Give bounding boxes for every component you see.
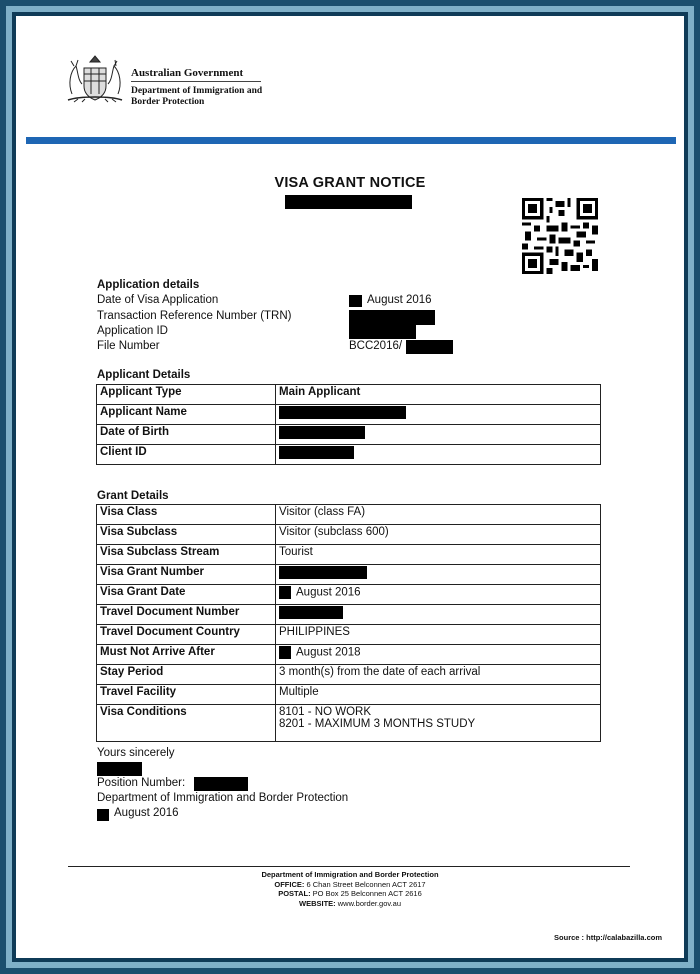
department-name: Department of Immigration and Border Protection: [131, 86, 263, 107]
footer-website-label: WEBSITE:: [299, 898, 336, 908]
row-label: Visa Grant Date: [97, 585, 276, 605]
row-label: Travel Facility: [97, 685, 276, 705]
source-credit: Source : http://calabazilla.com: [554, 933, 662, 942]
row-label: Applicant Type: [97, 385, 276, 405]
file-number-label: File Number: [97, 340, 160, 352]
row-value: Tourist: [276, 545, 601, 565]
row-value: Main Applicant: [276, 385, 601, 405]
application-id-label: Application ID: [97, 325, 168, 337]
row-value: [276, 585, 601, 605]
redaction: [279, 586, 291, 599]
table-row: [97, 585, 601, 605]
table-row: [97, 625, 601, 645]
file-number-value: BCC2016/: [349, 340, 403, 352]
grant-date-value: August 2016: [296, 586, 361, 599]
condition-2: 8201 - MAXIMUM 3 MONTHS STUDY: [279, 718, 476, 730]
grant-details-heading: Grant Details: [97, 490, 169, 502]
redaction: [349, 310, 435, 325]
header-blue-bar: [26, 137, 676, 144]
salutation: Yours sincerely: [97, 747, 175, 759]
coat-of-arms-icon: [64, 54, 126, 106]
row-label: Client ID: [97, 445, 276, 465]
row-label: Travel Document Number: [97, 605, 276, 625]
redaction: [406, 340, 453, 354]
row-label: Visa Grant Number: [97, 565, 276, 585]
document-page: [16, 16, 684, 958]
header-divider: [131, 81, 261, 82]
row-value: [276, 405, 601, 425]
row-label: Visa Conditions: [97, 705, 276, 742]
row-value: [276, 705, 601, 742]
applicant-details-heading: Applicant Details: [97, 369, 191, 381]
footer-office: [16, 880, 684, 890]
table-row: [97, 665, 601, 685]
row-value: PHILIPPINES: [276, 625, 601, 645]
signature-redaction: [97, 762, 142, 776]
redaction: [279, 446, 354, 459]
footer-website: [16, 899, 684, 909]
row-value: Visitor (subclass 600): [276, 525, 601, 545]
row-label: Date of Birth: [97, 425, 276, 445]
position-number-label: Position Number:: [97, 777, 186, 789]
table-row: [97, 505, 601, 525]
row-value: [276, 645, 601, 665]
table-row: [97, 545, 601, 565]
row-label: Travel Document Country: [97, 625, 276, 645]
footer-postal: [16, 889, 684, 899]
applicant-details-table: [96, 384, 601, 465]
row-label: Must Not Arrive After: [97, 645, 276, 665]
qr-code-icon: [522, 198, 598, 274]
redaction: [97, 809, 109, 821]
redaction: [279, 606, 343, 619]
footer-office-value: 6 Chan Street Belconnen ACT 2617: [306, 879, 426, 889]
date-of-application-value: August 2016: [367, 294, 432, 306]
closing-date: August 2016: [114, 807, 179, 819]
application-details-heading: Application details: [97, 279, 200, 291]
trn-label: Transaction Reference Number (TRN): [97, 310, 292, 322]
closing-department: Department of Immigration and Border Protection: [97, 792, 349, 804]
row-label: Stay Period: [97, 665, 276, 685]
table-row: [97, 645, 601, 665]
table-row: [97, 605, 601, 625]
redaction: [279, 646, 291, 659]
date-of-application-label: Date of Visa Application: [97, 294, 219, 306]
condition-1: 8101 - NO WORK: [279, 706, 372, 718]
gov-name: Australian Government: [131, 67, 244, 79]
footer: [16, 870, 684, 908]
row-value: Multiple: [276, 685, 601, 705]
footer-postal-value: PO Box 25 Belconnen ACT 2616: [312, 889, 422, 898]
row-value: 3 month(s) from the date of each arrival: [276, 665, 601, 685]
table-row: [97, 685, 601, 705]
redaction: [349, 325, 416, 339]
redaction: [279, 566, 367, 579]
redaction: [285, 195, 412, 209]
row-label: Visa Subclass Stream: [97, 545, 276, 565]
row-value: [276, 605, 601, 625]
redaction: [349, 295, 362, 307]
table-row: [97, 405, 601, 425]
row-value: [276, 425, 601, 445]
footer-divider: [68, 866, 630, 867]
redaction: [194, 777, 248, 791]
redaction: [279, 426, 365, 439]
footer-department: Department of Immigration and Border Protection: [261, 870, 439, 879]
footer-website-value: www.border.gov.au: [337, 898, 401, 908]
footer-office-label: OFFICE:: [274, 879, 305, 889]
table-row: [97, 565, 601, 585]
row-label: Applicant Name: [97, 405, 276, 425]
page-title: VISA GRANT NOTICE: [274, 175, 426, 191]
table-row: [97, 385, 601, 405]
row-value: [276, 565, 601, 585]
table-row: [97, 525, 601, 545]
redaction: [279, 406, 406, 419]
row-label: Visa Class: [97, 505, 276, 525]
table-row: [97, 705, 601, 742]
footer-postal-label: POSTAL:: [278, 889, 311, 898]
row-value: Visitor (class FA): [276, 505, 601, 525]
table-row: [97, 445, 601, 465]
row-value: [276, 445, 601, 465]
row-label: Visa Subclass: [97, 525, 276, 545]
arrive-after-value: August 2018: [296, 646, 361, 659]
table-row: [97, 425, 601, 445]
grant-details-table: [96, 504, 601, 742]
